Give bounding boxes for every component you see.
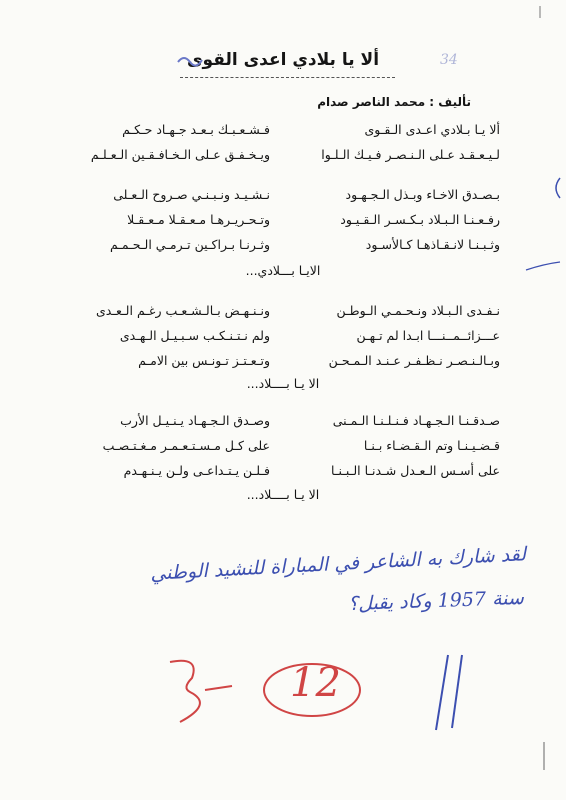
poem-title: ألا يا بلادي اعدى القوى xyxy=(186,50,380,70)
verse-first-half: قـضـيـنـا وتم الـقـضـاء بـنـا xyxy=(363,438,500,453)
verse-second-half: وثـرنـا بـراكـين تـرمـي الـحـمـم xyxy=(109,237,270,252)
refrain: الا يـا بــــلاد... xyxy=(246,376,320,391)
handwritten-note-line-1: لقد شارك به الشاعر في المباراة للنشيد الوطني xyxy=(149,543,527,585)
verse-second-half: نـشـيـد ونـبـنـي صـروح الـعـلى xyxy=(113,187,270,202)
margin-line-mark xyxy=(526,262,560,270)
verse-first-half: بـصـدق الاخـاء وبـذل الـجـهـود xyxy=(345,187,500,202)
corner-mark: 34 xyxy=(440,52,458,68)
verse-first-half: نـفـدى الـبـلاد ونـحـمـي الـوطـن xyxy=(336,303,500,318)
verse-second-half: فـشـعـبـك بـعـد جـهـاد حـكـم xyxy=(122,122,270,137)
verse-first-half: عـــزائــمــنـــا ابـدا لم تـهـن xyxy=(356,328,500,343)
author-line: تأليف : محمد الناصر صدام xyxy=(317,95,471,109)
refrain: الا يـا بــــلاد... xyxy=(246,487,320,502)
verse-first-half: وبـالـنـصـر نـظـفـر عـنـد الـمـحـن xyxy=(328,353,500,368)
verse-first-half: صـدقـنـا الـجـهـاد فـنـلـنـا الـمـنى xyxy=(332,413,500,428)
verse-first-half: لـيـعـقـد عـلى الـنـصـر فـيـك الـلـوا xyxy=(321,147,500,162)
blue-slash-mark xyxy=(436,655,448,730)
verse-second-half: وتـعـتـز تـونـس بين الامـم xyxy=(138,353,270,368)
red-digit-mark xyxy=(170,661,200,722)
verse-first-half: رفـعـنـا الـبـلاد بـكـسـر الـقـيـود xyxy=(340,212,500,227)
verse-second-half: على كـل مـسـتـعـمـر مـغـتـصـب xyxy=(102,438,270,453)
verse-first-half: على أسـس الـعـدل شـدنـا الـبـنـا xyxy=(330,463,500,478)
page-number-circle xyxy=(264,664,360,716)
red-dash-mark xyxy=(205,686,232,690)
refrain: الايـا بـــلادي... xyxy=(245,263,321,278)
page-number: 12 xyxy=(290,660,341,706)
verse-second-half: وصـدق الـجـهـاد يـنـيـل الأرب xyxy=(120,413,270,428)
verse-second-half: ولم نـتـنـكـب سـبـيـل الـهـدى xyxy=(119,328,270,343)
title-scribble-mark xyxy=(178,58,202,66)
verse-second-half: فـلـن يـتـداعـى ولـن يـنـهـدم xyxy=(123,463,270,478)
blue-slash-mark xyxy=(452,655,462,728)
verse-first-half: وثـبـنـا لانـقـاذهـا كـالأسـود xyxy=(365,237,500,252)
margin-bracket-mark xyxy=(556,178,560,198)
verse-second-half: ويـخـفـق عـلى الـخـافـقـين الـعـلـم xyxy=(90,147,270,162)
verse-second-half: ونـنـهـض بـالـشـعـب رغـم الـعـدى xyxy=(95,303,270,318)
handwritten-note-line-2: سنة 1957 وكاد يقبل؟ xyxy=(347,586,525,616)
verse-first-half: ألا يـا بـلادي اعـدى الـقـوى xyxy=(364,122,500,137)
verse-second-half: وتـحـريـرهـا مـعـقـلا مـعـقـلا xyxy=(127,212,270,227)
